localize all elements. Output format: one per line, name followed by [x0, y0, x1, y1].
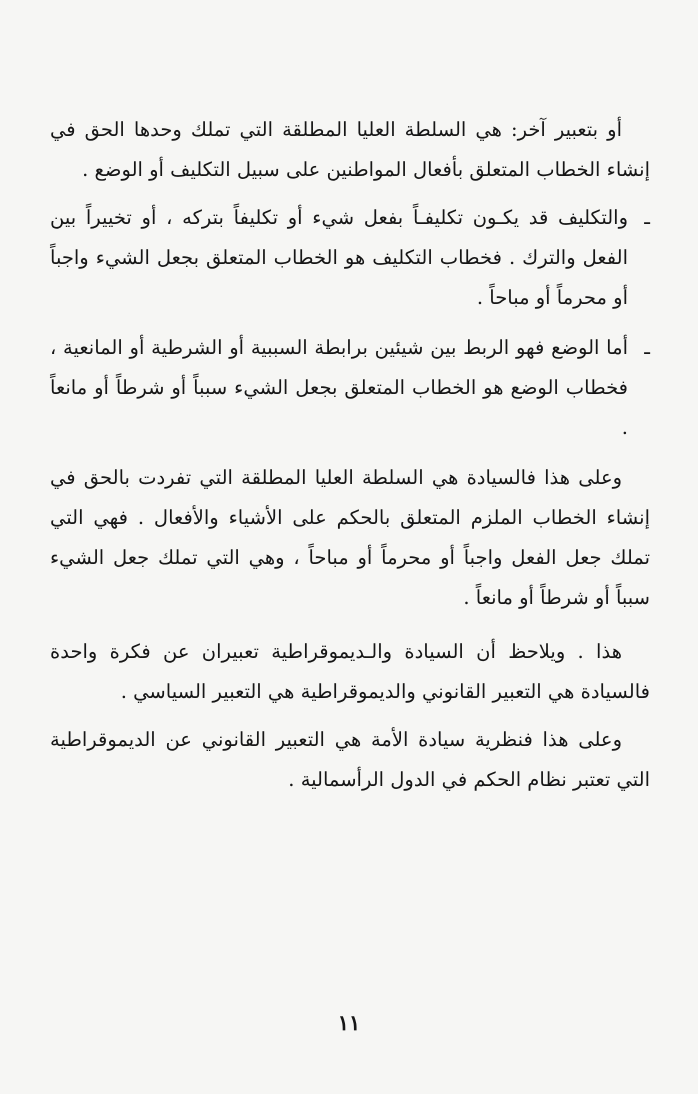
paragraph-taklif: [50, 198, 650, 318]
page-number: ١١: [337, 1010, 361, 1035]
paragraph-sovereignty-definition: أو بتعبير آخر: هي السلطة العليا المطلقة التي تملك وحدها الحق في إنشاء الخطاب المتعلق بأفعال المواطنين على سبيل التكليف أو الوضع .: [50, 118, 650, 181]
paragraph-nation-sovereignty: وعلى هذا فنظرية سيادة الأمة هي التعبير القانوني عن الديموقراطية التي تعتبر نظام الحكم في الدول الرأسمالية .: [50, 728, 650, 791]
paragraph-sovereignty-conclusion: وعلى هذا فالسيادة هي السلطة العليا المطلقة التي تفردت بالحق في إنشاء الخطاب الملزم المتعلق بالحكم على الأشياء والأفعال . فهي التي تملك جعل الفعل واجباً أو محرماً أو مباحاً ، وهي التي تملك جعل الشيء سبباً أو شرطاً أو مانعاً .: [50, 466, 650, 609]
list-dash: ـ: [644, 336, 650, 359]
list-dash: ـ: [644, 206, 650, 229]
paragraph-wad: [50, 328, 650, 448]
paragraph-wad-text: أما الوضع فهو الربط بين شيئين برابطة السببية أو الشرطية أو المانعية ، فخطاب الوضع هو الخطاب المتعلق بجعل الشيء سبباً أو شرطاً أو مانعاً .: [50, 336, 628, 439]
paragraph-taklif-text: والتكليف قد يكـون تكليفـاً بفعل شيء أو تكليفاً بتركه ، أو تخييراً بين الفعل والترك . فخطاب التكليف هو الخطاب المتعلق بجعل الشيء واجباً أو محرماً أو مباحاً .: [50, 206, 628, 309]
text-section-definition: [50, 110, 650, 800]
paragraph-democracy-note: هذا . ويلاحظ أن السيادة والـديموقراطية تعبيران عن فكرة واحدة فالسيادة هي التعبير القانوني والديموقراطية هي التعبير السياسي .: [50, 640, 650, 703]
